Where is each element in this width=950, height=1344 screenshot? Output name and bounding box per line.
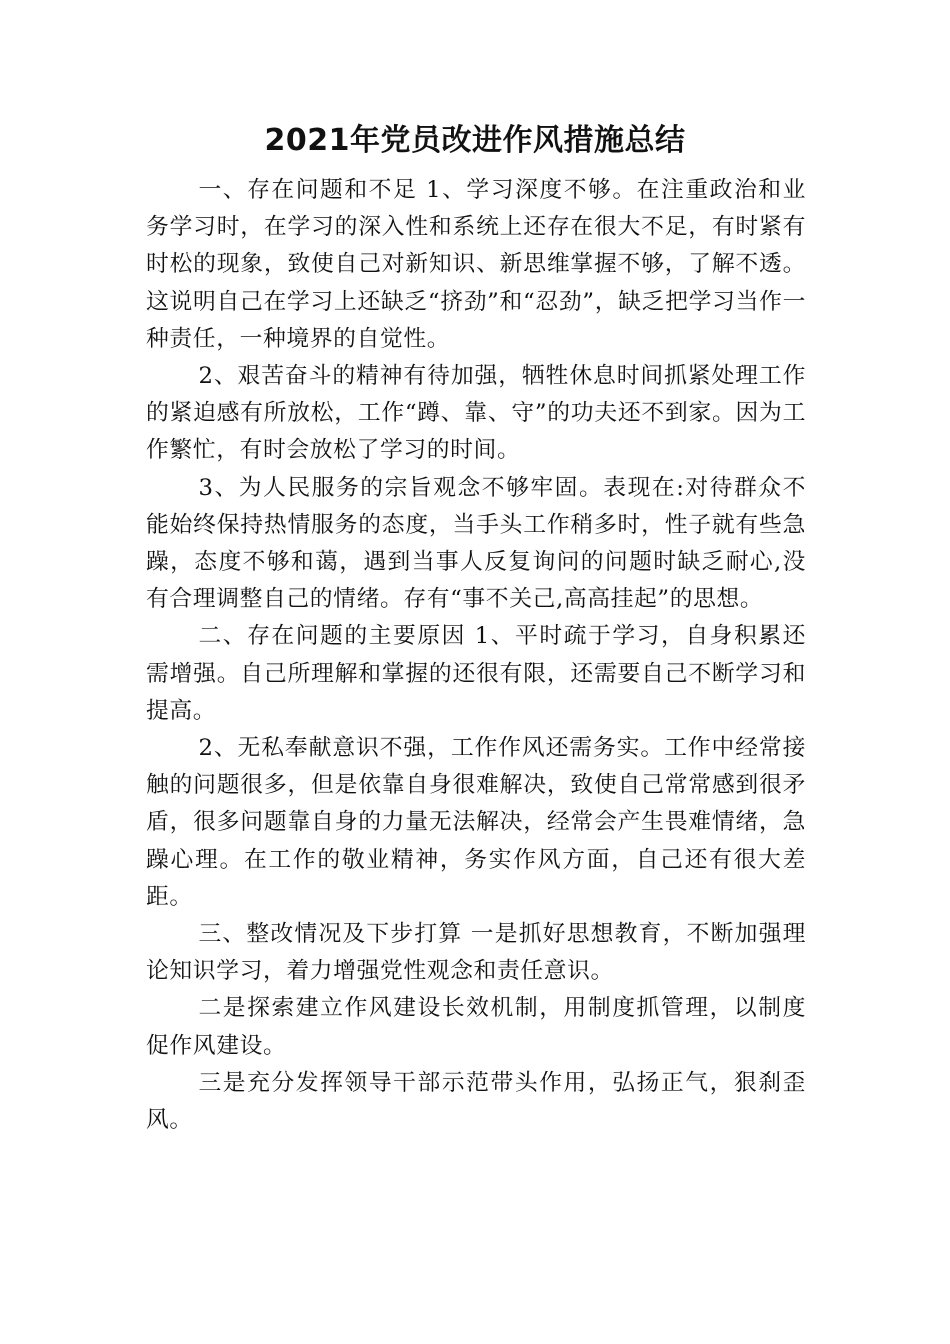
- document-body: [146, 172, 806, 1139]
- paragraph-5: 2、无私奉献意识不强，工作作风还需务实。工作中经常接触的问题很多，但是依靠自身很难解决，致使自己常常感到很矛盾，很多问题靠自身的力量无法解决，经常会产生畏难情绪，急躁心理。在工作的敬业精神，务实作风方面，自己还有很大差距。: [146, 735, 806, 910]
- paragraph-7: 二是探索建立作风建设长效机制，用制度抓管理，以制度促作风建设。: [146, 995, 806, 1059]
- paragraph-4: 二、存在问题的主要原因 1、平时疏于学习，自身积累还需增强。自己所理解和掌握的还很有限，还需要自己不断学习和提高。: [146, 623, 806, 724]
- paragraph-3: 3、为人民服务的宗旨观念不够牢固。表现在:对待群众不能始终保持热情服务的态度，当手头工作稍多时，性子就有些急躁，态度不够和蔼，遇到当事人反复询问的问题时缺乏耐心,没有合理调整自己的情绪。存有“事不关己,高高挂起”的思想。: [146, 474, 806, 613]
- paragraph-6: 三、整改情况及下步打算 一是抓好思想教育，不断加强理论知识学习，着力增强党性观念和责任意识。: [146, 921, 806, 985]
- document-title: 2021年党员改进作风措施总结: [264, 123, 686, 158]
- paragraph-1: 一、存在问题和不足 1、学习深度不够。在注重政治和业务学习时，在学习的深入性和系统上还存在很大不足，有时紧有时松的现象，致使自己对新知识、新思维掌握不够，了解不透。这说明自己在学习上还缺乏“挤劲”和“忍劲”，缺乏把学习当作一种责任，一种境界的自觉性。: [146, 177, 806, 352]
- paragraph-2: 2、艰苦奋斗的精神有待加强，牺牲休息时间抓紧处理工作的紧迫感有所放松，工作“蹲、靠、守”的功夫还不到家。因为工作繁忙，有时会放松了学习的时间。: [146, 363, 806, 464]
- paragraph-8: 三是充分发挥领导干部示范带头作用，弘扬正气，狠刹歪风。: [146, 1069, 806, 1134]
